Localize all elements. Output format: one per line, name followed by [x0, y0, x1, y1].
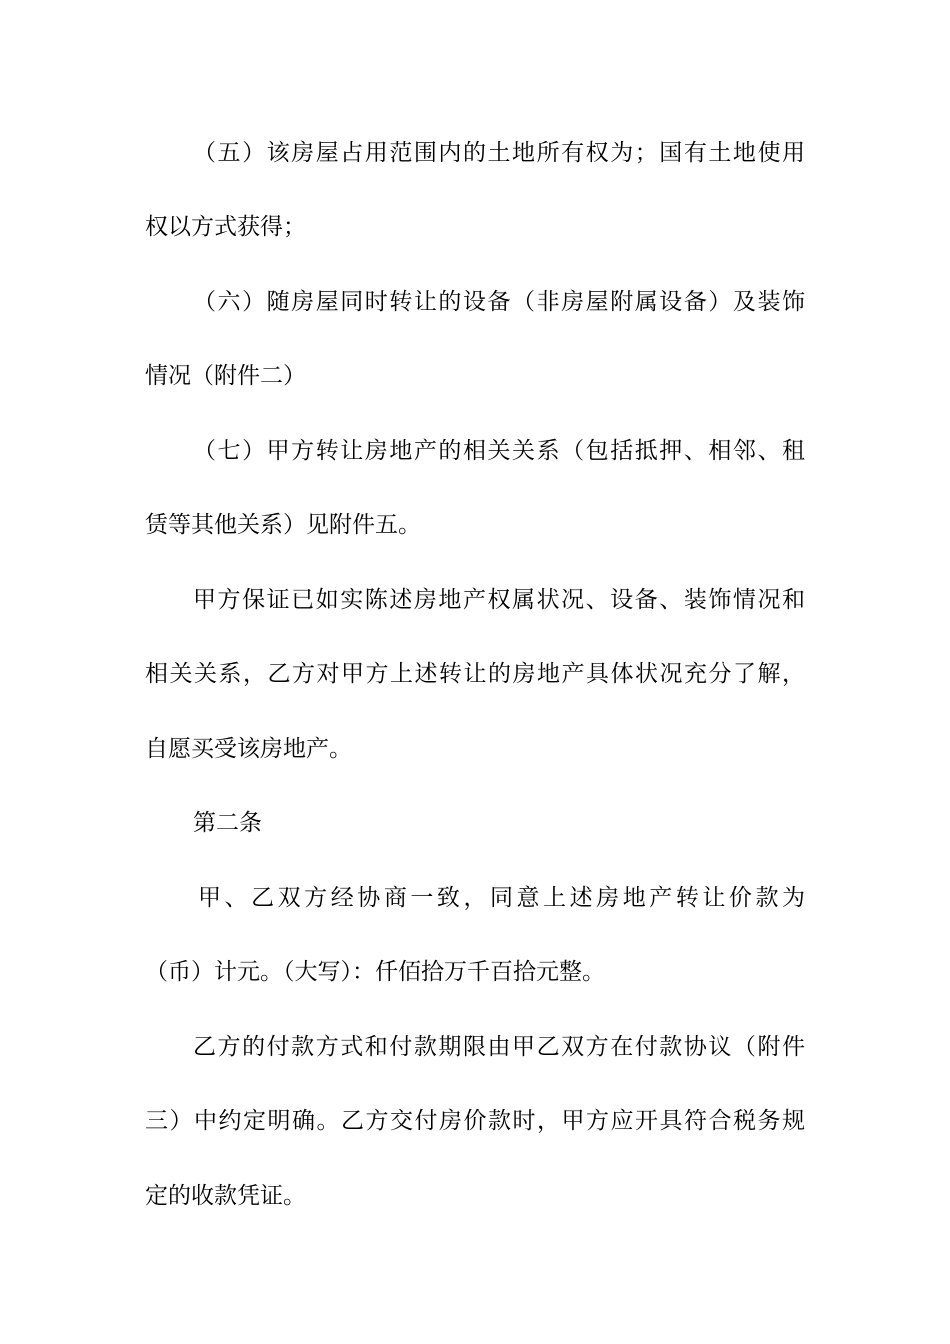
payment-line-3: 定的收款凭证。: [145, 1183, 306, 1209]
clause-6-line-2: 情况（附件二）: [145, 363, 306, 389]
guarantee-line-3: 自愿买受该房地产。: [145, 736, 352, 762]
payment-line-2: 三）中约定明确。乙方交付房价款时，甲方应开具符合税务规: [145, 1108, 805, 1134]
clause-5-line-2: 权以方式获得；: [145, 214, 306, 240]
clause-5-line-1: （五）该房屋占用范围内的土地所有权为；国有土地使用: [193, 140, 805, 166]
guarantee-line-2: 相关关系，乙方对甲方上述转让的房地产具体状况充分了解，: [145, 661, 805, 687]
clause-7-line-1: （七）甲方转让房地产的相关关系（包括抵押、相邻、租: [193, 438, 805, 464]
payment-line-1: 乙方的付款方式和付款期限由甲乙双方在付款协议（附件: [193, 1034, 805, 1060]
guarantee-line-1: 甲方保证已如实陈述房地产权属状况、设备、装饰情况和: [193, 587, 805, 613]
price-line-1: 甲、乙双方经协商一致，同意上述房地产转让价款为: [198, 885, 805, 911]
price-line-2: （币）计元。（大写）：仟佰拾万千百拾元整。: [145, 959, 605, 985]
article-2-heading: 第二条: [193, 810, 262, 836]
clause-6-line-1: （六）随房屋同时转让的设备（非房屋附属设备）及装饰: [193, 289, 805, 315]
clause-7-line-2: 赁等其他关系）见附件五。: [145, 512, 421, 538]
